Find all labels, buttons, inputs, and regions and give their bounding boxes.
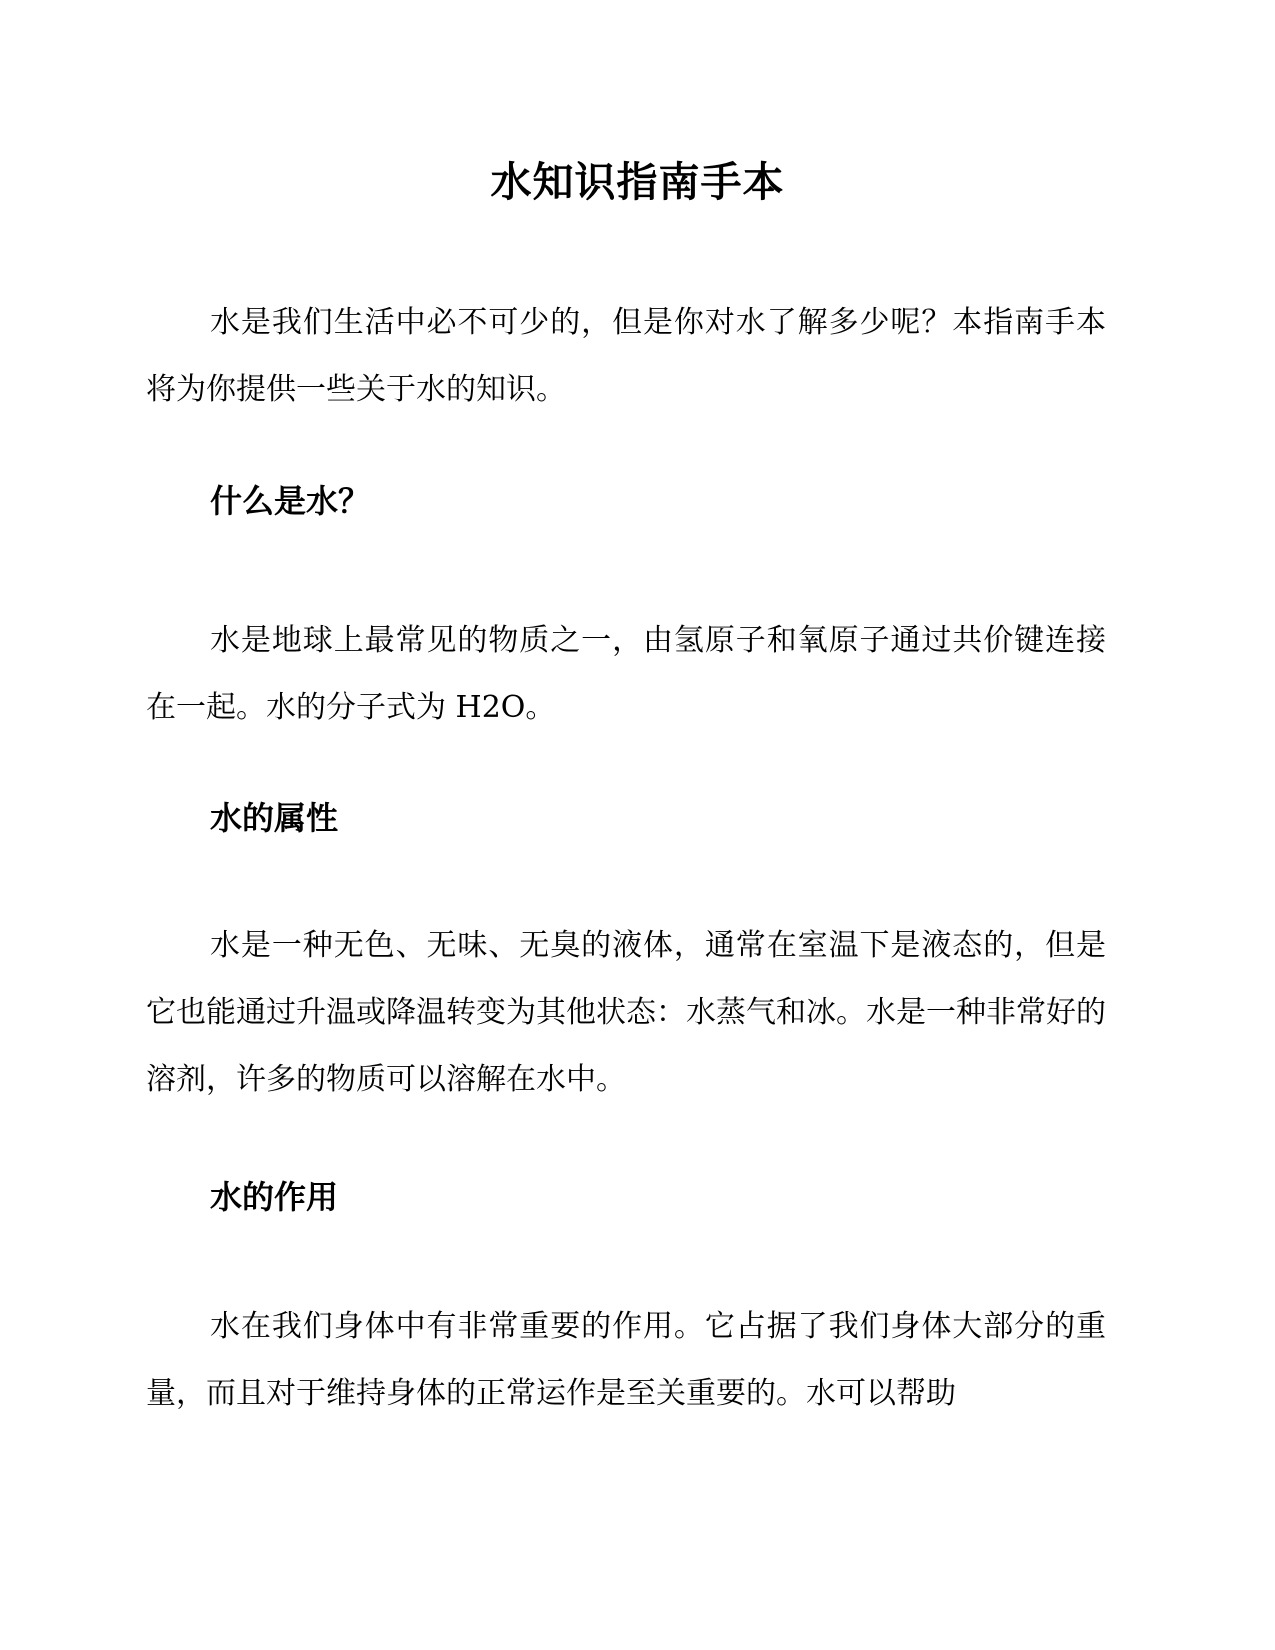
section-body-uses: 水在我们身体中有非常重要的作用。它占据了我们身体大部分的重量，而且对于维持身体的正常运作是至关重要的。水可以帮助 bbox=[146, 1309, 1106, 1411]
section-heading-properties: 水的属性 bbox=[210, 799, 339, 837]
section-body-properties: 水是一种无色、无味、无臭的液体，通常在室温下是液态的，但是它也能通过升温或降温转变为其他状态：水蒸气和冰。水是一种非常好的溶剂，许多的物质可以溶解在水中。 bbox=[146, 928, 1106, 1097]
section-body-what-is-water: 水是地球上最常见的物质之一，由氢原子和氧原子通过共价键连接在一起。水的分子式为 H2O。 bbox=[146, 623, 1106, 725]
intro-paragraph: 水是我们生活中必不可少的，但是你对水了解多少呢？本指南手本将为你提供一些关于水的知识。 bbox=[146, 305, 1106, 407]
document-title: 水知识指南手本 bbox=[490, 158, 785, 206]
section-heading-uses: 水的作用 bbox=[210, 1178, 339, 1216]
section-heading-what-is-water: 什么是水？ bbox=[210, 482, 371, 520]
